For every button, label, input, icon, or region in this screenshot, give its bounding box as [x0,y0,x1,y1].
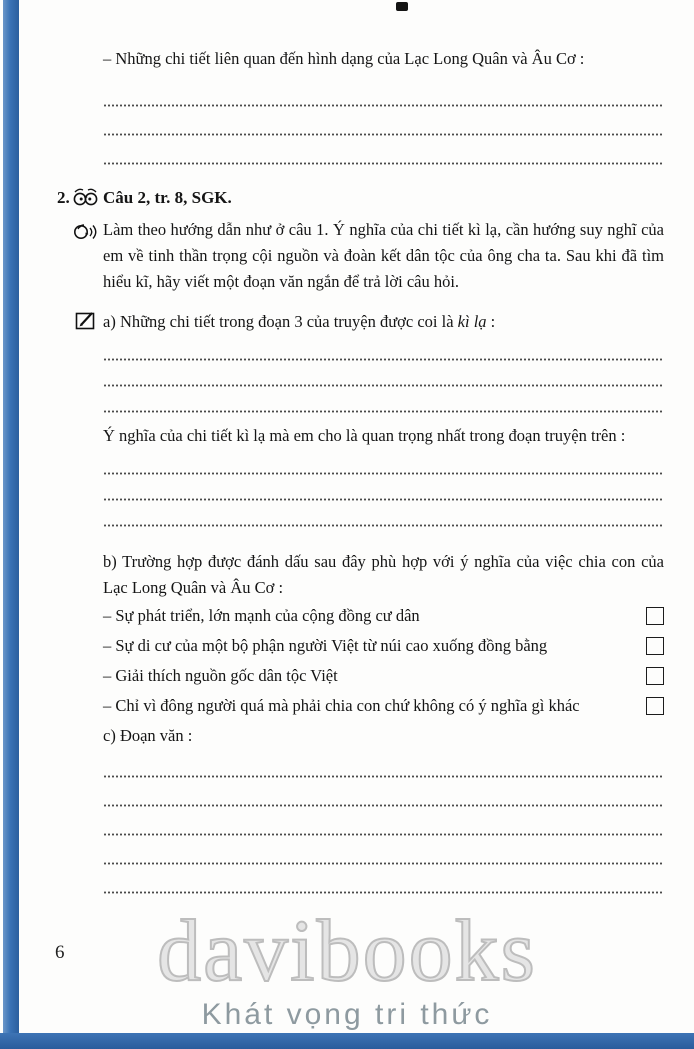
part-b-label: b) Trường hợp được đánh dấu sau đây phù hợp với ý nghĩa của việc chia con của Lạc Long Quân và Âu Cơ : [103,552,664,597]
option-label: – Sự di cư của một bộ phận người Việt từ núi cao xuống đồng bằng [103,636,548,655]
instruction-block [103,217,664,295]
option-row [103,601,664,631]
answer-line [103,361,664,387]
answer-line [103,501,664,527]
page-number: 6 [55,942,65,963]
answer-line [103,387,664,413]
intro-line: – Những chi tiết liên quan đến hình dạng của Lạc Long Quân và Âu Cơ : [103,49,585,68]
watermark [0,903,694,1032]
answer-lines-part-a [103,335,664,413]
answer-line [103,107,664,136]
answer-line [103,807,664,836]
answer-line [103,78,664,107]
option-checkbox[interactable] [646,607,664,625]
question-title: Câu 2, tr. 8, SGK. [103,188,232,207]
option-label: – Chỉ vì đông người quá mà phải chia con chứ không có ý nghĩa gì khác [103,696,580,715]
answer-line [103,778,664,807]
option-checkbox[interactable] [646,637,664,655]
book-cover-edge-bottom [0,1033,694,1049]
part-c-label: c) Đoạn văn : [103,726,193,745]
part-a-followup: Ý nghĩa của chi tiết kì lạ mà em cho là quan trọng nhất trong đoạn truyện trên : [103,426,626,445]
option-checkbox[interactable] [646,697,664,715]
answer-line [103,335,664,361]
glasses-icon [72,186,99,208]
instruction-text: Làm theo hướng dẫn như ở câu 1. Ý nghĩa của chi tiết kì lạ, cần hướng suy nghĩ của em về tinh thần trọng cội nguồn và đoàn kết dân tộc của ông cha ta. Sau khi đã tìm hiểu kĩ, hãy viết một đoạn văn ngắn để trả lời câu hỏi. [103,220,664,291]
option-label: – Giải thích nguồn gốc dân tộc Việt [103,666,338,685]
part-a-label [103,309,664,335]
answer-line [103,865,664,894]
answer-line [103,749,664,778]
watermark-tagline: Khát vọng tri thức [201,998,493,1031]
answer-lines-followup [103,449,664,527]
part-a-block [103,309,664,335]
option-row [103,661,664,691]
part-a-colon: : [486,312,496,331]
question-number: 2. [57,188,70,207]
answer-line [103,475,664,501]
answer-lines-part-c [103,749,664,894]
answer-line [103,136,664,165]
watermark-logo: davibooks [157,903,537,1000]
answer-lines-intro [103,78,664,165]
part-a-emphasis: kì lạ [457,312,487,331]
option-label: – Sự phát triển, lớn mạnh của cộng đồng cư dân [103,606,420,625]
pencil-note-icon [75,309,97,332]
announcement-icon [72,219,99,243]
answer-line [103,836,664,865]
part-a-text: a) Những chi tiết trong đoạn 3 của truyện được coi là [103,312,458,331]
option-row [103,691,664,721]
answer-line [103,449,664,475]
question-2-heading [57,185,664,211]
option-row [103,631,664,661]
option-checkbox[interactable] [646,667,664,685]
